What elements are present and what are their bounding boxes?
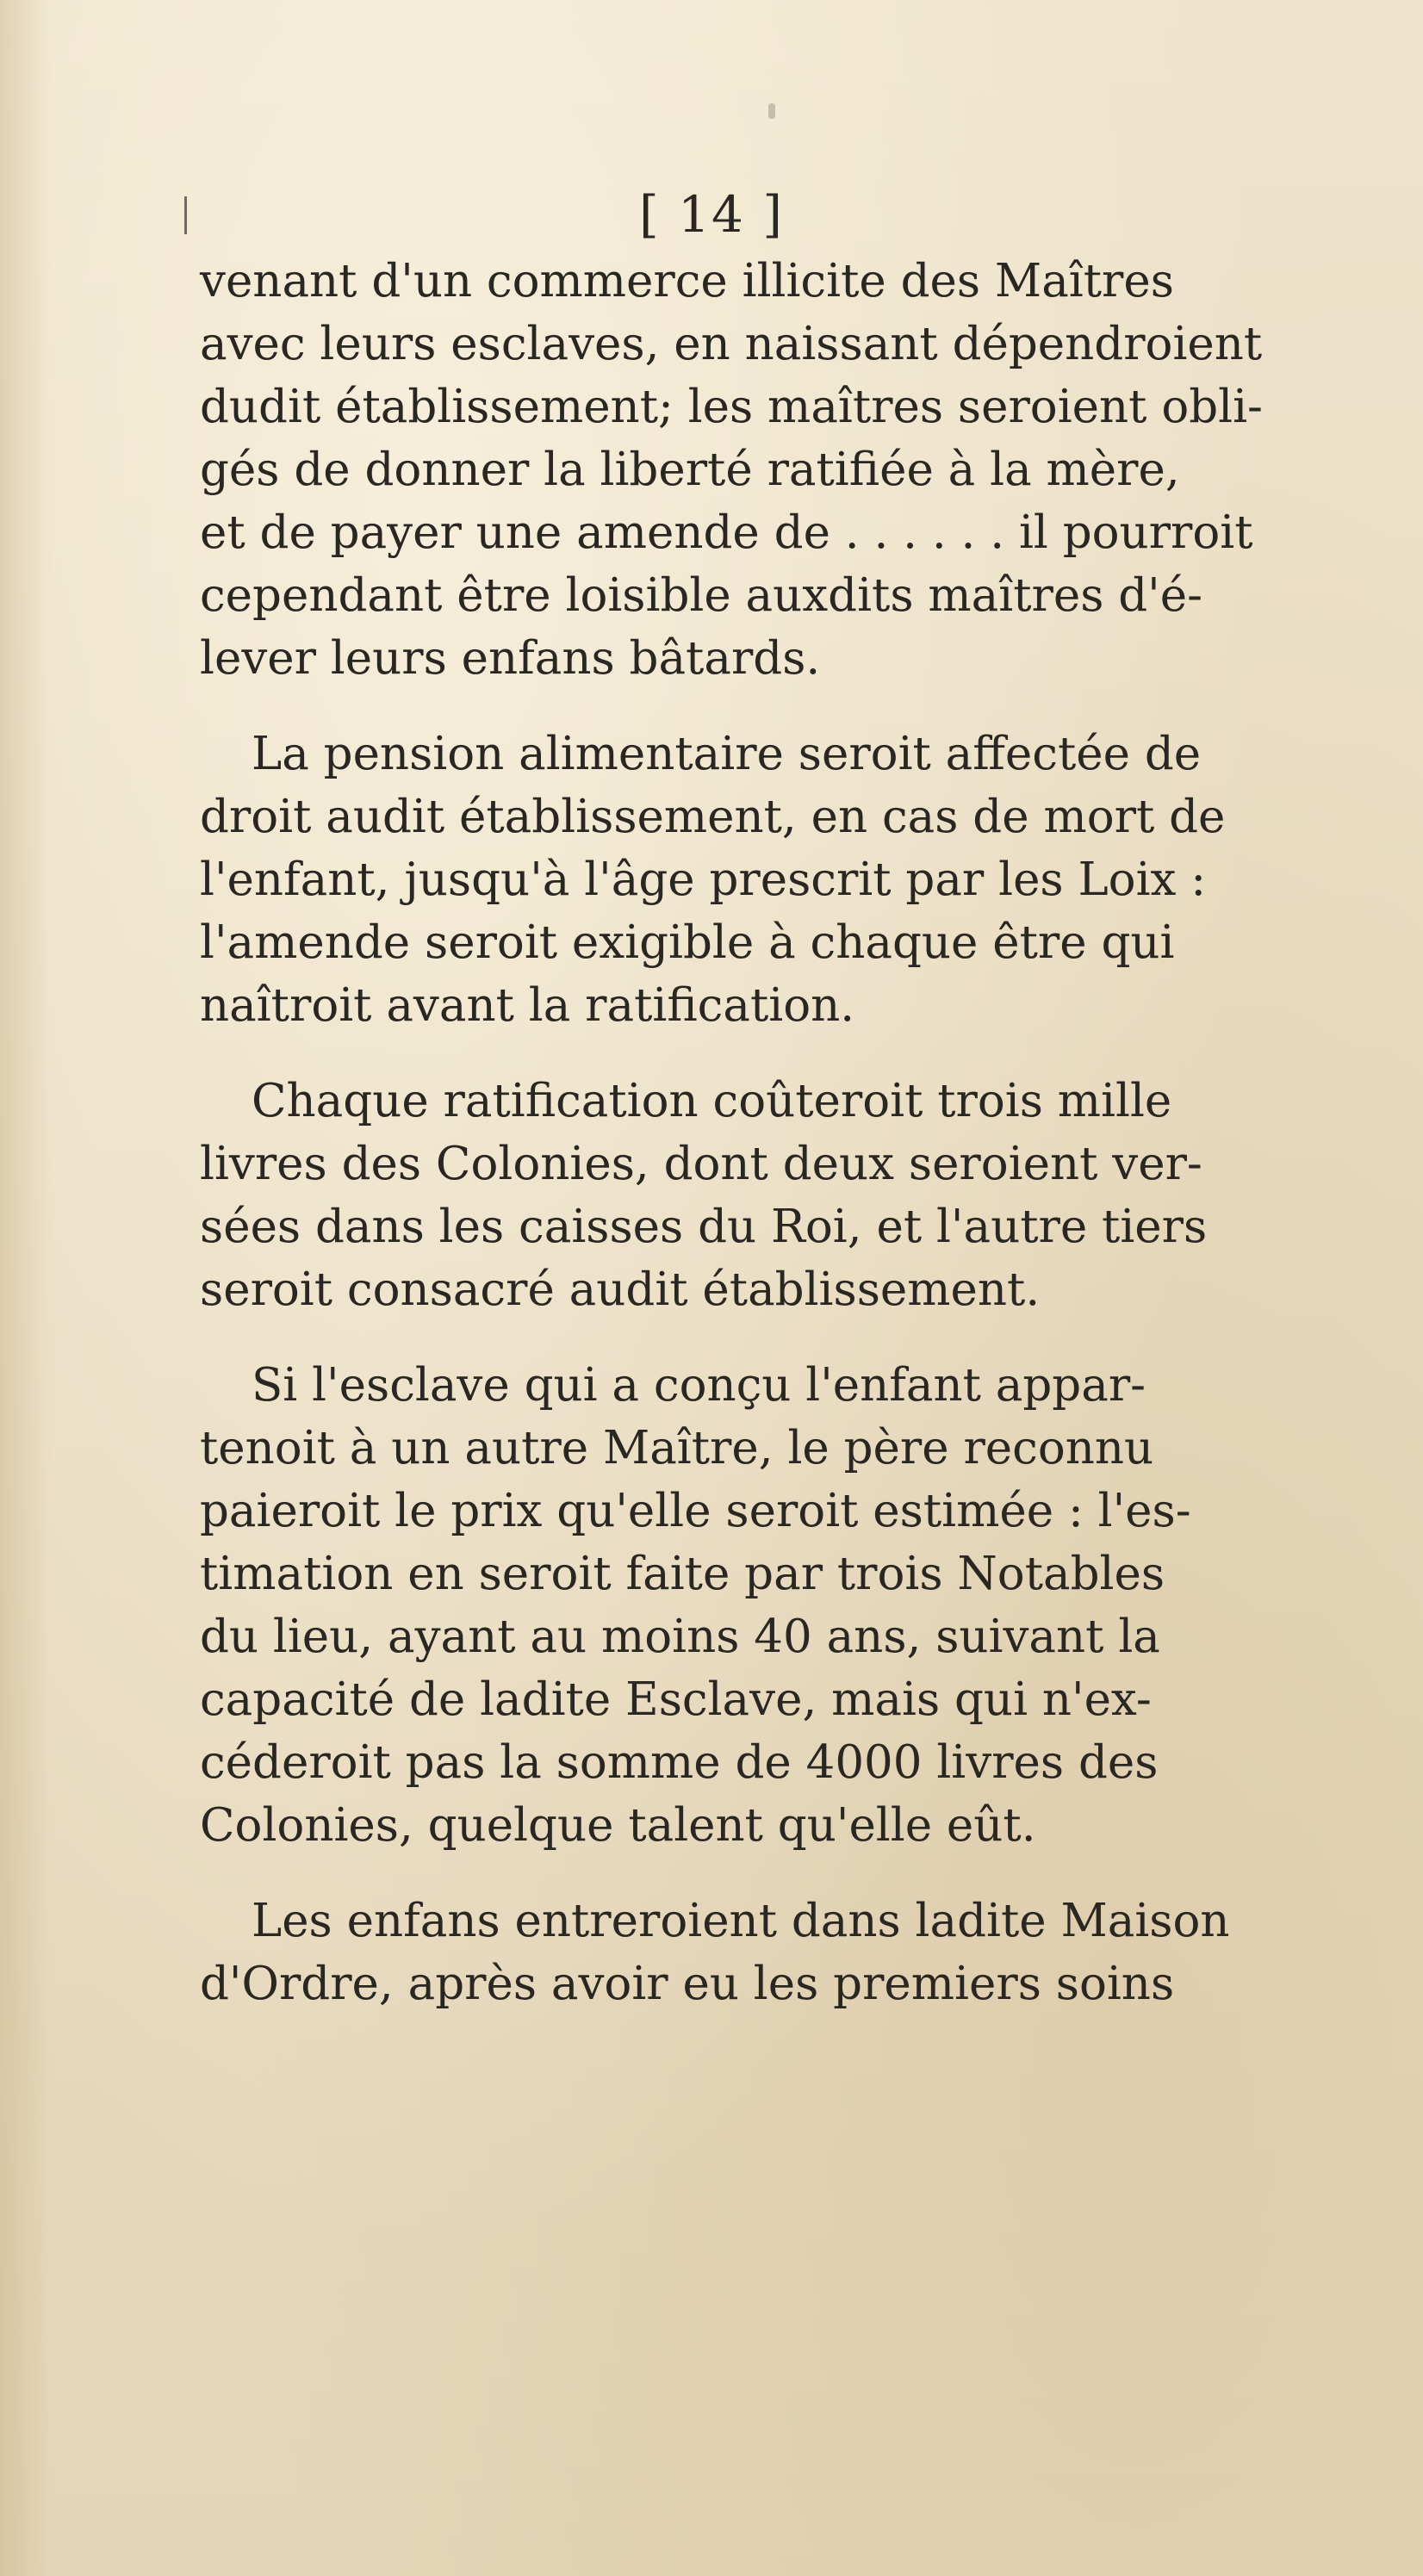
text-line: timation en seroit faite par trois Notables: [200, 1548, 1165, 1600]
paper-edge-shadow: [0, 0, 52, 2576]
text-line: droit audit établissement, en cas de mort de: [200, 791, 1226, 843]
text-line: Les enfans entreroient dans ladite Maison: [252, 1895, 1230, 1947]
text-line: d'Ordre, après avoir eu les premiers soins: [200, 1958, 1175, 2010]
text-line: Chaque ratification coûteroit trois mille: [252, 1075, 1172, 1127]
text-line: capacité de ladite Esclave, mais qui n'ex-: [200, 1673, 1152, 1726]
text-line: seroit consacré audit établissement.: [200, 1263, 1041, 1316]
paragraph: [200, 250, 1294, 690]
text-line: céderoit pas la somme de 4000 livres des: [200, 1736, 1159, 1789]
text-line: Si l'esclave qui a conçu l'enfant appar-: [252, 1359, 1146, 1412]
text-line: venant d'un commerce illicite des Maîtres: [200, 255, 1174, 307]
text-line: paieroit le prix qu'elle seroit estimée : l'es-: [200, 1485, 1191, 1537]
body-text: [200, 250, 1294, 2015]
paragraph: [200, 723, 1294, 1037]
paragraph: [200, 1890, 1294, 2015]
text-line: cependant être loisible auxdits maîtres d'é-: [200, 569, 1203, 622]
text-line: gés de donner la liberté ratifiée à la mère,: [200, 444, 1180, 496]
paper-speck: [768, 103, 775, 119]
page-number: [ 14 ]: [639, 185, 784, 244]
text-line: lever leurs enfans bâtards.: [200, 632, 821, 685]
text-line: l'enfant, jusqu'à l'âge prescrit par les Loix :: [200, 853, 1207, 906]
text-line: du lieu, ayant au moins 40 ans, suivant la: [200, 1611, 1160, 1663]
text-line: l'amende seroit exigible à chaque être qui: [200, 916, 1175, 969]
paragraph: [200, 1070, 1294, 1321]
text-line: naîtroit avant la ratification.: [200, 979, 855, 1032]
text-line: livres des Colonies, dont deux seroient ver-: [200, 1138, 1202, 1190]
text-line: Colonies, quelque talent qu'elle eût.: [200, 1799, 1036, 1852]
text-line: et de payer une amende de . . . . . . il pourroit: [200, 506, 1253, 559]
text-line: sées dans les caisses du Roi, et l'autre tiers: [200, 1201, 1208, 1253]
text-line: avec leurs esclaves, en naissant dépendroient: [200, 318, 1263, 370]
text-line: tenoit à un autre Maître, le père reconnu: [200, 1422, 1154, 1474]
paragraph: [200, 1354, 1294, 1857]
text-line: dudit établissement; les maîtres seroient obli-: [200, 381, 1263, 433]
text-line: La pension alimentaire seroit affectée de: [252, 728, 1202, 780]
